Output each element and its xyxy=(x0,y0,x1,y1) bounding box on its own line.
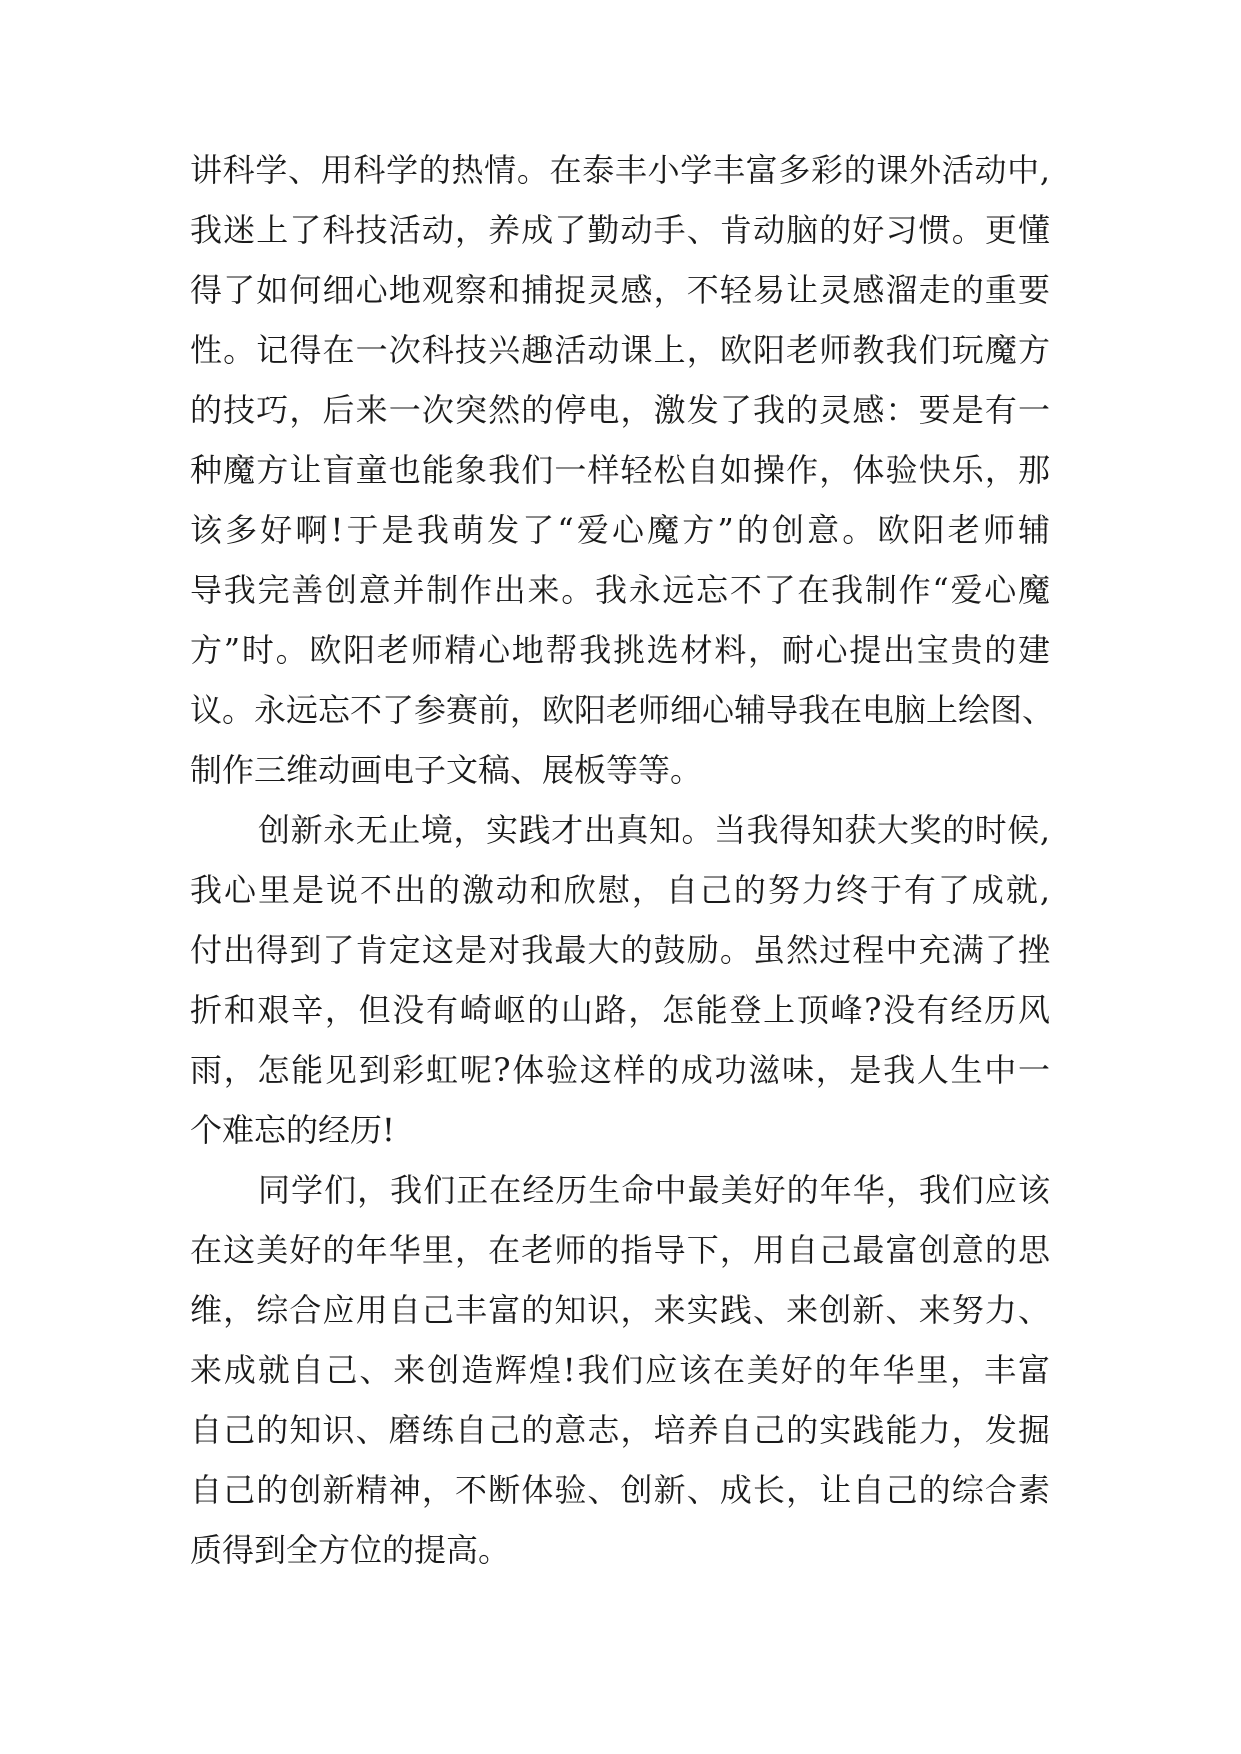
text-line: 性。记得在一次科技兴趣活动课上，欧阳老师教我们玩魔方 xyxy=(190,331,1050,369)
text-line: 在这美好的年华里，在老师的指导下，用自己最富创意的思 xyxy=(190,1231,1050,1269)
text-line: 导我完善创意并制作出来。我永远忘不了在我制作“爱心魔 xyxy=(190,571,1050,609)
text-line: 种魔方让盲童也能象我们一样轻松自如操作，体验快乐，那 xyxy=(190,451,1050,489)
text-line: 该多好啊!于是我萌发了“爱心魔方”的创意。欧阳老师辅 xyxy=(190,511,1050,549)
text-line: 得了如何细心地观察和捕捉灵感，不轻易让灵感溜走的重要 xyxy=(190,271,1050,309)
text-line: 雨，怎能见到彩虹呢?体验这样的成功滋味，是我人生中一 xyxy=(190,1051,1050,1089)
text-line: 自己的知识、磨练自己的意志，培养自己的实践能力，发掘 xyxy=(190,1411,1050,1449)
text-line: 质得到全方位的提高。 xyxy=(190,1531,511,1569)
text-line: 同学们，我们正在经历生命中最美好的年华，我们应该 xyxy=(258,1171,1050,1209)
text-line: 来成就自己、来创造辉煌!我们应该在美好的年华里，丰富 xyxy=(190,1351,1050,1389)
text-line: 议。永远忘不了参赛前，欧阳老师细心辅导我在电脑上绘图、 xyxy=(190,691,1055,729)
body-text xyxy=(190,140,1055,1580)
text-line: 制作三维动画电子文稿、展板等等。 xyxy=(190,751,703,789)
text-line: 个难忘的经历! xyxy=(190,1111,395,1149)
text-line: 讲科学、用科学的热情。在泰丰小学丰富多彩的课外活动中, xyxy=(190,151,1050,189)
text-line: 的技巧，后来一次突然的停电，激发了我的灵感：要是有一 xyxy=(190,391,1050,429)
text-line: 我心里是说不出的激动和欣慰，自己的努力终于有了成就, xyxy=(190,871,1050,909)
text-line: 方”时。欧阳老师精心地帮我挑选材料，耐心提出宝贵的建 xyxy=(190,631,1050,669)
text-line: 维，综合应用自己丰富的知识，来实践、来创新、来努力、 xyxy=(190,1291,1050,1329)
text-line: 我迷上了科技活动，养成了勤动手、肯动脑的好习惯。更懂 xyxy=(190,211,1050,249)
text-line: 折和艰辛，但没有崎岖的山路，怎能登上顶峰?没有经历风 xyxy=(190,991,1050,1029)
text-line: 付出得到了肯定这是对我最大的鼓励。虽然过程中充满了挫 xyxy=(190,931,1050,969)
text-line: 创新永无止境，实践才出真知。当我得知获大奖的时候, xyxy=(258,811,1050,849)
text-line: 自己的创新精神，不断体验、创新、成长，让自己的综合素 xyxy=(190,1471,1050,1509)
